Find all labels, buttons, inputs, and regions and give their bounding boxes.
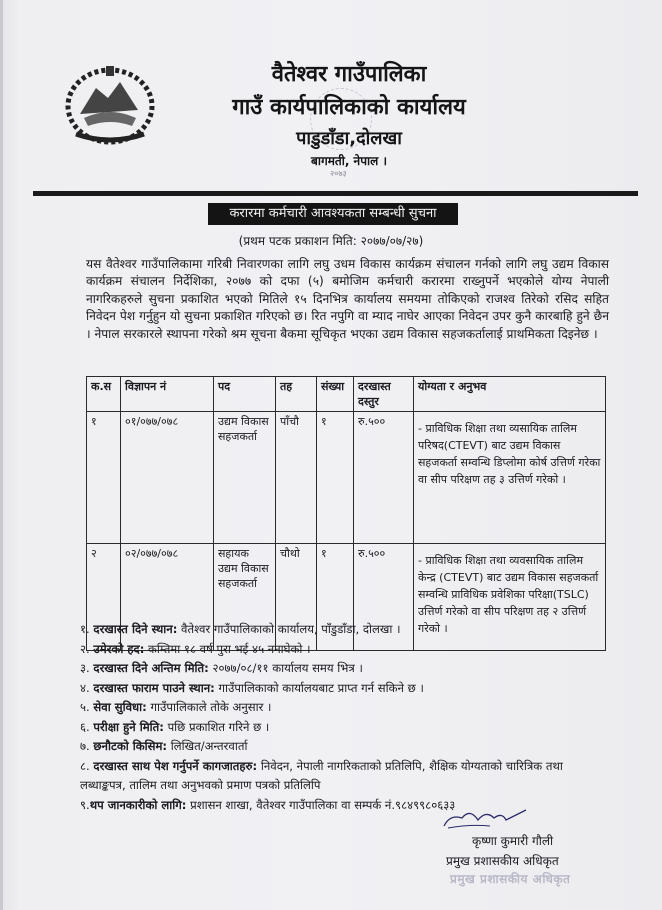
condition-text: गाउँपालिकाले तोके अनुसार । (146, 700, 272, 714)
condition-item (80, 796, 610, 816)
condition-label: दरखास्त साथ पेश गर्नुपर्ने कागजातहरु: (93, 758, 258, 773)
notice-paragraph: यस वैतेश्वर गाउँपालिकामा गरिबी निवारणका लागि लघु उधम विकास कार्यक्रम संचालन गर्नको लागि लघु उद्यम विकास कार्यक्रम संचालन निर्देशिका, २०७७ को दफा (५) बमोजिम कर्मचारी करारमा राख्नुपर्ने भएकोले योग्य नेपाली नागरिकहरुले सुचना प्रकाशित भएको मितिले १५ दिनभित्र कार्यालय समयमा तोकिएको राजश्व तिरेको रसिद सहित निवेदन पेश गर्नुहुन यो सुचना प्रकाशित गरिएको छ। रित नपुगि वा म्याद नाघेर आएका निवेदन उपर कुनै कारबाहि हुने छैन । नेपाल सरकारले स्थापना गरेको श्रम सूचना बैकमा सूचिकृत भएका उद्यम विकास सहजकर्तालाई प्राथमिकता दिइनेछ । (86, 257, 609, 341)
office-location: पाडुडाँडा,दोलखा (296, 128, 402, 149)
header-divider (33, 191, 638, 196)
cell-count: १ (317, 412, 354, 544)
office-name: गाउँ कार्यपालिकाको कार्यालय (232, 95, 466, 120)
publication-date: (प्रथम पटक प्रकाशन मिति: २०७७/०७/२७) (238, 234, 424, 248)
condition-item (80, 620, 610, 640)
col-header-ad-no: विज्ञापन नं (121, 377, 214, 412)
condition-item (80, 679, 610, 699)
condition-number: ९. (80, 797, 90, 812)
col-header-fee: दरखास्त दस्तुर (354, 377, 414, 412)
condition-label: उमेरको हद: (93, 641, 145, 656)
condition-label: दरखास्त दिने स्थान: (93, 622, 178, 636)
cell-qualification: - प्राविधिक शिक्षा तथा व्यसायिक तालिम परिषद(CTEVT) बाट उद्यम विकास सहजकर्ता सम्वन्धि डिप्लोमा कोर्ष उत्तिर्ण गरेका वा सीप परिक्षण तह ३ उत्तिर्ण गरेको । (414, 412, 606, 544)
condition-number: ४. (80, 680, 90, 695)
condition-number: ८. (80, 758, 90, 773)
condition-label: परीक्षा हुने मिति: (93, 719, 164, 734)
condition-item (80, 718, 610, 738)
condition-label: दरखास्त दिने अन्तिम मिति: (93, 661, 209, 675)
col-header-count: संख्या (317, 377, 354, 412)
condition-text: लिखित/अन्तरवार्ता (167, 739, 248, 753)
scan-edge (0, 0, 3, 910)
condition-label: छनौटको किसिम: (93, 739, 168, 753)
cell-sn: १ (87, 412, 121, 544)
condition-number: ७. (80, 739, 90, 753)
signatory-name: कृष्णा कुमारी गौली (472, 834, 554, 848)
cell-sn: २ (87, 544, 121, 651)
condition-text: प्रशासन शाखा, वैतेश्वर गाउँपालिका वा सम्पर्क नं.९८४९९८०६३३ (186, 797, 456, 812)
stamp-year: २०७३ (330, 169, 347, 178)
condition-text: निवेदन, नेपाली नागरिकताको प्रतिलिपि, शैक्षिक योग्यताको चारित्रिक तथा लब्धाङ्कपत्र, तालिम तथा अनुभवको प्रमाण पत्रको प्रतिलिपि (80, 758, 563, 792)
condition-label: दरखास्त फाराम पाउने स्थान: (93, 680, 215, 695)
conditions-list (80, 620, 610, 815)
faint-seal-stamp (310, 88, 372, 150)
cell-ad-no: ०१/०७७/०७८ (121, 412, 214, 544)
condition-item (80, 737, 610, 757)
cell-fee: रु.५०० (354, 544, 414, 651)
condition-item (80, 698, 610, 718)
province-country: बागमती, नेपाल । (310, 154, 388, 168)
cell-level: पाँचौ (276, 412, 317, 544)
condition-number: २. (80, 641, 90, 656)
table-row (87, 412, 606, 544)
col-header-level: तह (276, 377, 317, 412)
municipality-name: वैतेश्वर गाउँपालिका (271, 62, 427, 87)
condition-number: १. (80, 622, 90, 636)
cell-post: उद्यम विकास सहजकर्ता (214, 412, 276, 544)
condition-number: ५. (80, 700, 90, 714)
condition-text: वैतेश्वर गाउँपालिकाको कार्यालय, पाँडुडाँडा, दोलखा । (177, 622, 401, 636)
signatory-title: प्रमुख प्रशासकीय अधिकृत (446, 854, 559, 868)
condition-item (80, 659, 610, 679)
table-header-row (87, 377, 606, 412)
col-header-qualification: योग्यता र अनुभव (414, 377, 606, 412)
condition-number: ३. (80, 661, 90, 675)
cell-fee: रु.५०० (354, 412, 414, 544)
condition-text: गाउँपालिकाको कार्यालयबाट प्राप्त गर्न सकिने छ । (214, 680, 424, 695)
condition-number: ६. (80, 719, 90, 734)
condition-item (80, 640, 610, 660)
condition-text: कम्तिमा १८ वर्ष पुरा भई ४५ ननाघेको । (144, 641, 311, 656)
cell-level: चौथो (276, 544, 317, 651)
condition-text: २०७७/०८/११ कार्यालय समय भित्र । (208, 661, 363, 675)
cell-ad-no: ०२/०७७/०७८ (121, 544, 214, 651)
condition-label: सेवा सुविधा: (93, 700, 147, 714)
notice-title: करारमा कर्मचारी आवश्यकता सम्बन्धी सुचना (208, 203, 458, 225)
condition-label: थप जानकारीको लागि: (89, 797, 187, 812)
cell-post: सहायक उद्यम विकास सहजकर्ता (214, 544, 276, 651)
col-header-post: पद (214, 377, 276, 412)
cell-count: १ (317, 544, 354, 651)
vacancy-table (86, 376, 606, 651)
condition-item (80, 757, 610, 796)
signatory-stamp: प्रमुख प्रशासकीय अधिकृत (450, 872, 571, 886)
handwritten-signature (440, 806, 530, 832)
col-header-sn: क.स (87, 377, 121, 412)
cell-qualification: - प्राविधिक शिक्षा तथा व्यवसायिक तालिम केन्द्र (CTEVT) बाट उद्यम विकास सहजकर्ता सम्वन्धि प्राविधिक प्रवेशिका परिक्षा(TSLC) उत्तिर्ण गरेको वा सीप परिक्षण तह २ उत्तिर्ण गरेको । (414, 544, 606, 651)
condition-text: पछि प्रकाशित गरिने छ । (163, 719, 270, 734)
